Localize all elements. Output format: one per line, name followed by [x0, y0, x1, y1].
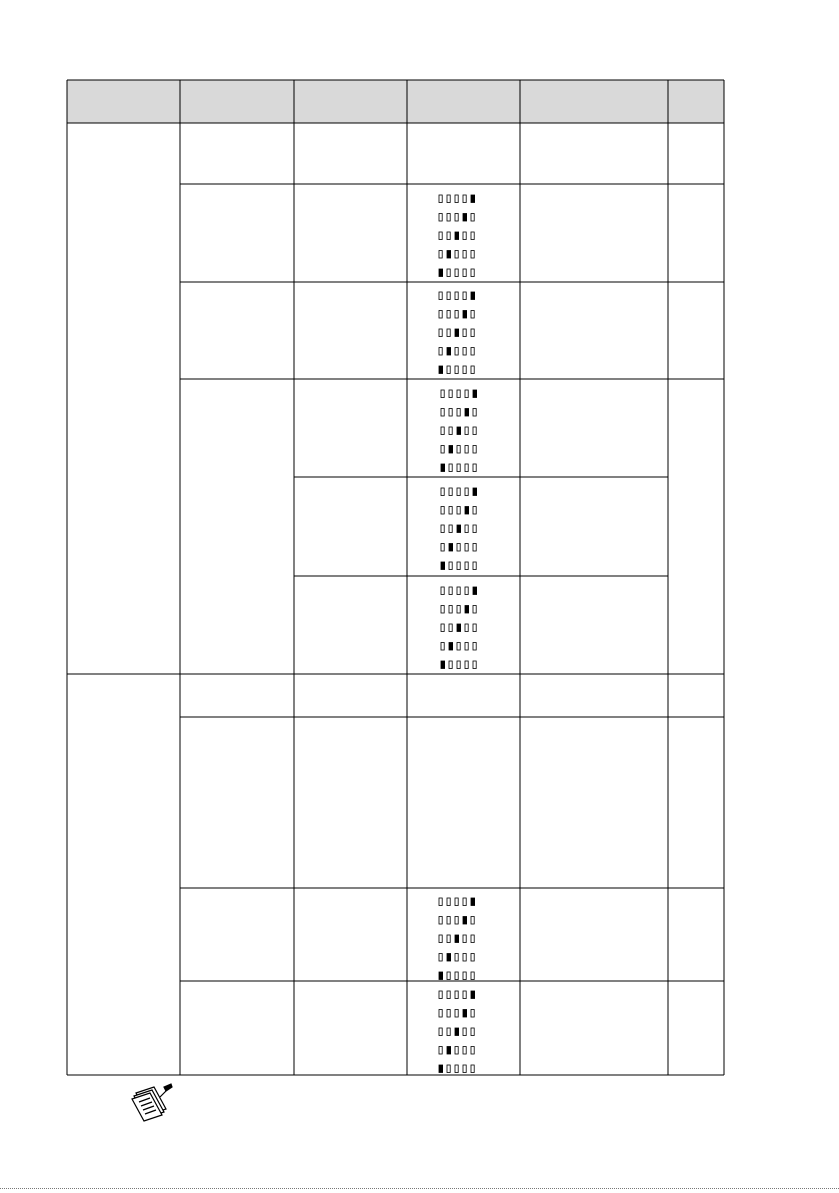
level-box-empty	[471, 348, 474, 356]
level-box-empty	[457, 606, 460, 614]
level-box-empty	[455, 292, 458, 300]
level-box-empty	[449, 427, 452, 435]
level-box-filled	[471, 898, 475, 906]
level-box-empty	[463, 195, 466, 203]
level-box-empty	[441, 643, 444, 651]
level-box-empty	[441, 624, 444, 632]
level-box-empty	[447, 1028, 450, 1036]
level-box-empty	[463, 366, 466, 374]
table-header-row	[67, 80, 724, 123]
level-box-empty	[471, 917, 474, 925]
level-box-empty	[449, 661, 452, 669]
level-box-empty	[439, 329, 442, 337]
level-box-empty	[449, 488, 452, 496]
level-box-empty	[471, 1028, 474, 1036]
level-box-empty	[465, 488, 468, 496]
level-box-empty	[465, 427, 468, 435]
level-box-empty	[457, 446, 460, 454]
level-box-empty	[471, 366, 474, 374]
level-box-empty	[457, 661, 460, 669]
level-box-empty	[457, 390, 460, 398]
level-box-empty	[471, 214, 474, 222]
level-box-empty	[473, 606, 476, 614]
level-box-empty	[439, 251, 442, 259]
level-box-empty	[455, 991, 458, 999]
level-box-filled	[471, 991, 475, 999]
level-box-empty	[455, 195, 458, 203]
level-box-empty	[473, 661, 476, 669]
level-box-empty	[439, 1047, 442, 1055]
level-box-empty	[457, 488, 460, 496]
level-box-empty	[463, 269, 466, 277]
level-box-empty	[465, 525, 468, 533]
level-box-empty	[471, 1047, 474, 1055]
level-box-empty	[449, 464, 452, 472]
level-box-empty	[463, 251, 466, 259]
level-box-filled	[473, 488, 477, 496]
level-bar-indicator-icon	[439, 991, 475, 1073]
level-box-empty	[473, 464, 476, 472]
level-box-empty	[441, 606, 444, 614]
level-box-empty	[455, 311, 458, 319]
level-box-empty	[439, 954, 442, 962]
level-box-empty	[455, 251, 458, 259]
level-box-empty	[447, 898, 450, 906]
level-box-empty	[471, 1065, 474, 1073]
level-box-empty	[455, 972, 458, 980]
level-box-empty	[465, 390, 468, 398]
level-box-empty	[463, 1028, 466, 1036]
level-box-empty	[463, 935, 466, 943]
level-box-filled	[447, 348, 451, 356]
level-box-empty	[457, 643, 460, 651]
level-box-empty	[441, 446, 444, 454]
page-bottom-rule	[0, 1188, 839, 1189]
level-box-empty	[471, 954, 474, 962]
level-box-empty	[447, 292, 450, 300]
level-box-empty	[441, 507, 444, 515]
level-box-empty	[457, 544, 460, 552]
level-box-empty	[463, 954, 466, 962]
level-box-empty	[439, 195, 442, 203]
level-box-empty	[449, 390, 452, 398]
level-box-empty	[455, 954, 458, 962]
level-box-empty	[439, 898, 442, 906]
level-box-empty	[447, 366, 450, 374]
level-box-empty	[441, 544, 444, 552]
level-box-filled	[463, 1010, 467, 1018]
level-box-filled	[473, 390, 477, 398]
level-box-empty	[447, 214, 450, 222]
level-box-empty	[473, 562, 476, 570]
level-box-empty	[455, 1065, 458, 1073]
level-box-filled	[449, 544, 453, 552]
level-box-empty	[471, 232, 474, 240]
level-box-empty	[457, 587, 460, 595]
level-box-empty	[447, 935, 450, 943]
level-box-empty	[455, 214, 458, 222]
level-box-empty	[465, 544, 468, 552]
level-box-filled	[465, 507, 469, 515]
level-box-empty	[471, 972, 474, 980]
level-box-empty	[463, 1047, 466, 1055]
level-box-empty	[463, 972, 466, 980]
level-box-filled	[441, 661, 445, 669]
level-box-filled	[449, 446, 453, 454]
level-box-empty	[449, 624, 452, 632]
level-box-filled	[439, 972, 443, 980]
level-box-empty	[473, 427, 476, 435]
level-box-empty	[447, 1065, 450, 1073]
level-box-empty	[463, 329, 466, 337]
level-box-filled	[439, 269, 443, 277]
level-box-empty	[471, 935, 474, 943]
level-box-filled	[449, 643, 453, 651]
level-box-empty	[447, 195, 450, 203]
level-box-empty	[473, 643, 476, 651]
level-box-empty	[457, 562, 460, 570]
level-box-filled	[447, 1047, 451, 1055]
level-box-empty	[473, 544, 476, 552]
level-box-empty	[449, 606, 452, 614]
level-box-empty	[441, 587, 444, 595]
level-box-empty	[447, 991, 450, 999]
level-box-empty	[441, 525, 444, 533]
level-box-empty	[439, 348, 442, 356]
level-box-empty	[463, 348, 466, 356]
level-box-empty	[439, 232, 442, 240]
level-box-empty	[463, 232, 466, 240]
level-box-empty	[441, 390, 444, 398]
level-box-empty	[447, 269, 450, 277]
level-box-empty	[439, 1028, 442, 1036]
level-box-empty	[455, 269, 458, 277]
level-box-filled	[457, 624, 461, 632]
level-box-filled	[439, 1065, 443, 1073]
level-box-empty	[465, 587, 468, 595]
level-box-filled	[455, 329, 459, 337]
level-indicators	[439, 195, 477, 1073]
level-box-empty	[463, 991, 466, 999]
level-box-empty	[449, 562, 452, 570]
level-box-filled	[455, 1028, 459, 1036]
level-box-empty	[463, 898, 466, 906]
level-box-empty	[449, 525, 452, 533]
table-grid	[67, 80, 724, 1075]
level-box-filled	[465, 409, 469, 417]
level-box-empty	[463, 1065, 466, 1073]
level-box-empty	[473, 525, 476, 533]
level-box-empty	[465, 446, 468, 454]
level-box-empty	[473, 446, 476, 454]
level-box-empty	[447, 917, 450, 925]
level-box-empty	[439, 1010, 442, 1018]
level-box-filled	[473, 587, 477, 595]
level-box-empty	[457, 409, 460, 417]
level-box-empty	[465, 624, 468, 632]
level-bar-indicator-icon	[441, 390, 477, 472]
level-box-empty	[455, 366, 458, 374]
level-box-empty	[465, 661, 468, 669]
level-box-empty	[441, 409, 444, 417]
level-box-empty	[441, 488, 444, 496]
level-box-empty	[465, 464, 468, 472]
level-box-empty	[439, 292, 442, 300]
level-box-empty	[457, 507, 460, 515]
level-bar-indicator-icon	[441, 587, 477, 669]
level-box-empty	[455, 1047, 458, 1055]
level-box-empty	[473, 507, 476, 515]
level-box-empty	[449, 409, 452, 417]
level-box-empty	[465, 562, 468, 570]
level-box-filled	[457, 525, 461, 533]
level-bar-indicator-icon	[439, 195, 475, 277]
level-box-empty	[447, 972, 450, 980]
note-icon	[130, 1083, 174, 1123]
level-box-empty	[447, 329, 450, 337]
level-box-empty	[439, 991, 442, 999]
level-box-empty	[439, 935, 442, 943]
level-box-empty	[457, 464, 460, 472]
level-box-filled	[471, 195, 475, 203]
level-box-filled	[447, 954, 451, 962]
level-box-empty	[439, 311, 442, 319]
level-box-empty	[455, 348, 458, 356]
level-box-empty	[447, 311, 450, 319]
level-box-empty	[447, 232, 450, 240]
level-box-filled	[457, 427, 461, 435]
level-box-empty	[471, 269, 474, 277]
level-box-empty	[473, 409, 476, 417]
level-box-empty	[441, 427, 444, 435]
level-box-empty	[471, 329, 474, 337]
level-bar-indicator-icon	[439, 898, 475, 980]
level-box-empty	[439, 917, 442, 925]
level-box-filled	[471, 292, 475, 300]
level-box-empty	[473, 624, 476, 632]
level-box-filled	[439, 366, 443, 374]
level-box-empty	[455, 917, 458, 925]
level-box-empty	[455, 1010, 458, 1018]
level-box-empty	[455, 898, 458, 906]
level-box-filled	[463, 917, 467, 925]
level-box-empty	[447, 1010, 450, 1018]
level-box-filled	[441, 464, 445, 472]
level-box-filled	[465, 606, 469, 614]
level-box-filled	[441, 562, 445, 570]
level-box-empty	[449, 507, 452, 515]
level-box-empty	[465, 643, 468, 651]
level-box-empty	[471, 311, 474, 319]
level-box-empty	[439, 214, 442, 222]
level-box-filled	[463, 214, 467, 222]
level-box-empty	[471, 251, 474, 259]
level-box-empty	[463, 292, 466, 300]
level-box-filled	[455, 935, 459, 943]
level-bar-indicator-icon	[439, 292, 475, 374]
level-box-empty	[471, 1010, 474, 1018]
level-box-filled	[455, 232, 459, 240]
level-bar-indicator-icon	[441, 488, 477, 570]
level-box-empty	[449, 587, 452, 595]
level-box-filled	[463, 311, 467, 319]
level-box-filled	[447, 251, 451, 259]
